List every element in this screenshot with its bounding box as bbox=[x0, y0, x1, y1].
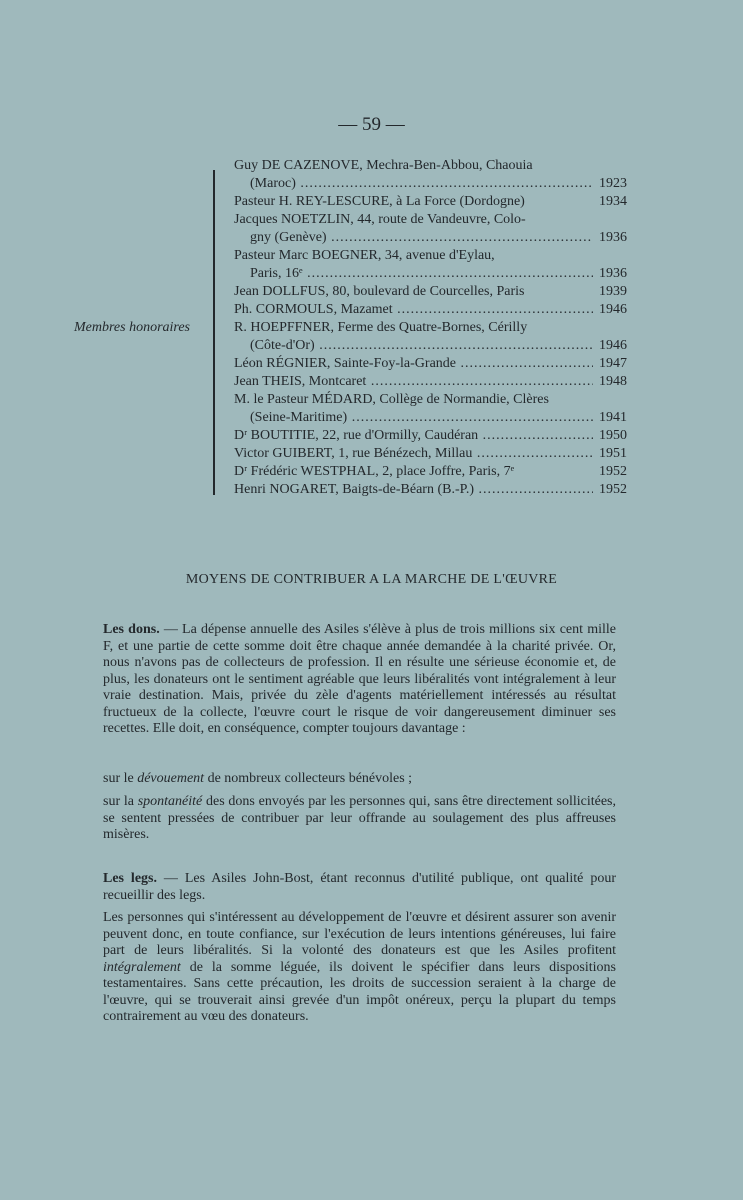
member-year: 1941 bbox=[599, 410, 627, 425]
member-year: 1946 bbox=[599, 338, 627, 353]
italic-term: intégralement bbox=[103, 959, 181, 975]
text-span: des dons envoyés par les personnes qui, sans être directement sollicitées, se sentent pressées de contribuer par leur offrande au soulagement des plus affreuses misères. bbox=[103, 794, 616, 842]
section-title: MOYENS DE CONTRIBUER A LA MARCHE DE L'ŒUVRE bbox=[185, 572, 558, 587]
brace-divider bbox=[213, 170, 220, 495]
member-entry bbox=[234, 427, 627, 445]
member-line-cont: Paris, 16ᵉ ..... bbox=[250, 265, 593, 283]
member-line: Léon RÉGNIER, Sainte-Foy-la-Grande ..... bbox=[234, 355, 593, 373]
member-entry bbox=[234, 391, 627, 427]
dons-item-devouement bbox=[103, 771, 616, 788]
member-year: 1934 bbox=[599, 194, 627, 209]
legs-text: — Les Asiles John-Bost, étant reconnus d'utilité publique, ont qualité pour recueillir des legs. bbox=[103, 871, 616, 903]
member-line: Jean DOLLFUS, 80, boulevard de Courcelles, Paris bbox=[234, 284, 525, 299]
member-entry bbox=[234, 211, 627, 247]
member-line: Pasteur H. REY-LESCURE, à La Force (Dordogne) bbox=[234, 194, 525, 209]
dons-item-spontaneite bbox=[103, 794, 616, 844]
member-line: Jean THEIS, Montcaret ..... bbox=[234, 373, 593, 391]
member-line: Dʳ Frédéric WESTPHAL, 2, place Joffre, Paris, 7ᵉ bbox=[234, 464, 515, 479]
member-entry bbox=[234, 157, 627, 193]
member-line: Henri NOGARET, Baigts-de-Béarn (B.-P.) ..... bbox=[234, 481, 593, 499]
member-line: Pasteur Marc BOEGNER, 34, avenue d'Eylau, bbox=[234, 248, 495, 263]
member-line-cont: (Maroc) ..... bbox=[250, 175, 593, 193]
honorary-members-label: Membres honoraires bbox=[74, 320, 191, 335]
member-year: 1951 bbox=[599, 446, 627, 461]
member-line: Victor GUIBERT, 1, rue Bénézech, Millau ..... bbox=[234, 445, 593, 463]
member-year: 1936 bbox=[599, 266, 627, 281]
text-span: de la somme léguée, ils doivent le spécifier dans leurs dispositions testamentaires. Sans cette précaution, les droits de succession seraient à la charge de l'œuvre, qui se trouverait ainsi grevée d'un impôt onéreux, perçu la plupart du temps contrairement au vœu des donateurs. bbox=[103, 959, 616, 1024]
member-year: 1952 bbox=[599, 464, 627, 479]
member-line: Jacques NOETZLIN, 44, route de Vandeuvre, Colo- bbox=[234, 212, 526, 227]
italic-term: spontanéité bbox=[137, 794, 203, 809]
member-entry bbox=[234, 247, 627, 283]
member-year: 1950 bbox=[599, 428, 627, 443]
member-line-cont: (Seine-Maritime) ..... bbox=[250, 409, 593, 427]
member-line: Dʳ BOUTITIE, 22, rue d'Ormilly, Caudéran ..... bbox=[234, 427, 593, 445]
dons-heading: Les dons. bbox=[103, 622, 160, 637]
member-entry bbox=[234, 193, 627, 211]
member-line: R. HOEPFFNER, Ferme des Quatre-Bornes, Cérilly bbox=[234, 320, 528, 335]
text-span: sur la bbox=[103, 794, 138, 809]
legs-heading: Les legs. bbox=[103, 871, 157, 886]
member-entry bbox=[234, 301, 627, 319]
member-year: 1936 bbox=[599, 230, 627, 245]
member-entry bbox=[234, 445, 627, 463]
dons-text: — La dépense annuelle des Asiles s'élève à plus de trois millions six cent mille F, et une partie de cette somme doit être chaque année demandée à la charité privée. Or, nous n'avons pas de collecteurs de profession. Il en résulte une sérieuse économie et, de plus, les donateurs ont le sentiment agréable que leurs libéralités vont intégralement à leur vraie destination. Mais, privée du zèle d'agents matériellement intéressés au résultat fructueux de la collecte, l'œuvre court le risque de voir dangereusement diminuer ses recettes. Elle doit, en conséquence, compter toujours davantage : bbox=[103, 622, 616, 736]
member-year: 1946 bbox=[599, 302, 627, 317]
member-line: Ph. CORMOULS, Mazamet ..... bbox=[234, 301, 593, 319]
member-year: 1947 bbox=[599, 356, 627, 371]
legs-paragraph bbox=[103, 871, 616, 904]
member-line: Guy DE CAZENOVE, Mechra-Ben-Abbou, Chaouia bbox=[234, 158, 533, 173]
member-entry bbox=[234, 319, 627, 355]
member-year: 1952 bbox=[599, 482, 627, 497]
dons-paragraph bbox=[103, 622, 616, 738]
page-number: — 59 — bbox=[338, 114, 405, 135]
member-line-cont: gny (Genève) ..... bbox=[250, 229, 593, 247]
italic-term: dévouement bbox=[137, 771, 205, 786]
text-span: de nombreux collecteurs bénévoles ; bbox=[204, 771, 413, 786]
member-entry bbox=[234, 373, 627, 391]
member-entry bbox=[234, 283, 627, 301]
member-year: 1939 bbox=[599, 284, 627, 299]
honorary-members-list bbox=[234, 157, 627, 499]
member-line: M. le Pasteur MÉDARD, Collège de Normandie, Clères bbox=[234, 392, 549, 407]
text-span: Les personnes qui s'intéressent au développement de l'œuvre et désirent assurer son avenir peuvent donc, en toute confiance, sur l'exécution de leurs intentions généreuses, lui faire part de leurs libéralités. Si la volonté des donateurs est que les Asiles profitent bbox=[103, 910, 616, 958]
member-entry bbox=[234, 481, 627, 499]
member-year: 1948 bbox=[599, 374, 627, 389]
member-year: 1923 bbox=[599, 176, 627, 191]
member-entry bbox=[234, 463, 627, 481]
legs-paragraph-2 bbox=[103, 910, 616, 1026]
member-line-cont: (Côte-d'Or) ..... bbox=[250, 337, 593, 355]
text-span: sur le bbox=[103, 771, 138, 786]
member-entry bbox=[234, 355, 627, 373]
